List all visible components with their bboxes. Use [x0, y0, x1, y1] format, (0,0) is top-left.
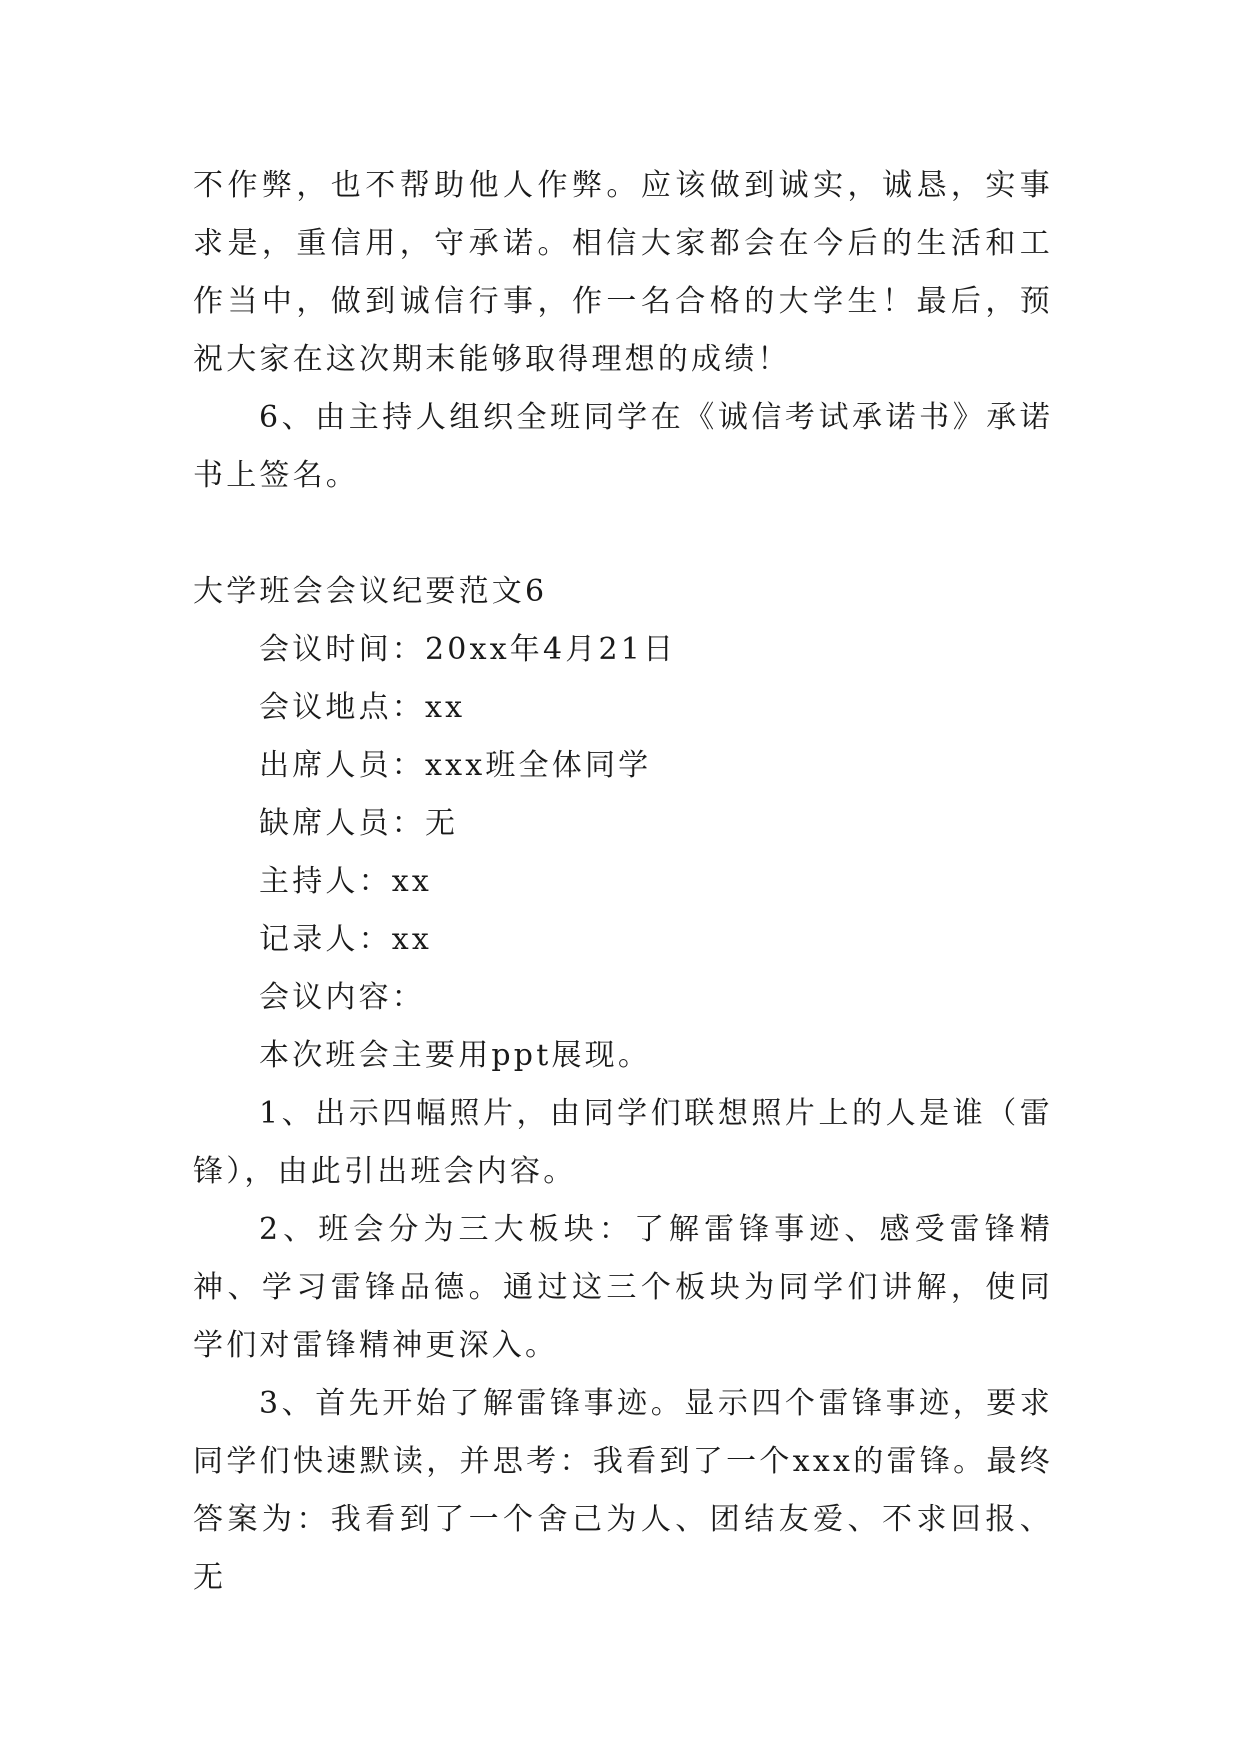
meeting-location: 会议地点：xx — [259, 690, 466, 725]
host: 主持人：xx — [259, 864, 433, 899]
section-spacer — [193, 505, 1053, 563]
attendees: 出席人员：xxx班全体同学 — [259, 748, 652, 783]
paragraph-item-6: 6、由主持人组织全班同学在《诚信考试承诺书》承诺书上签名。 — [193, 400, 1053, 493]
section-title: 大学班会会议纪要范文6 — [193, 574, 548, 609]
meeting-content-label: 会议内容： — [259, 980, 425, 1015]
document-body — [193, 157, 1053, 1607]
meeting-time: 会议时间：20xx年4月21日 — [259, 632, 677, 667]
paragraph-item-2: 2、班会分为三大板块：了解雷锋事迹、感受雷锋精神、学习雷锋品德。通过这三个板块为同学们讲解，使同学们对雷锋精神更深入。 — [193, 1212, 1053, 1363]
absentees: 缺席人员：无 — [259, 806, 459, 841]
paragraph-honesty-closing: 不作弊，也不帮助他人作弊。应该做到诚实，诚恳，实事求是，重信用，守承诺。相信大家都会在今后的生活和工作当中，做到诚信行事，作一名合格的大学生！最后，预祝大家在这次期末能够取得理想的成绩！ — [193, 168, 1053, 377]
recorder: 记录人：xx — [259, 922, 433, 957]
paragraph-item-3: 3、首先开始了解雷锋事迹。显示四个雷锋事迹，要求同学们快速默读，并思考：我看到了一个xxx的雷锋。最终答案为：我看到了一个舍己为人、团结友爱、不求回报、无 — [193, 1386, 1053, 1595]
meeting-intro: 本次班会主要用ppt展现。 — [259, 1038, 652, 1073]
paragraph-item-1: 1、出示四幅照片，由同学们联想照片上的人是谁（雷锋），由此引出班会内容。 — [193, 1096, 1053, 1189]
